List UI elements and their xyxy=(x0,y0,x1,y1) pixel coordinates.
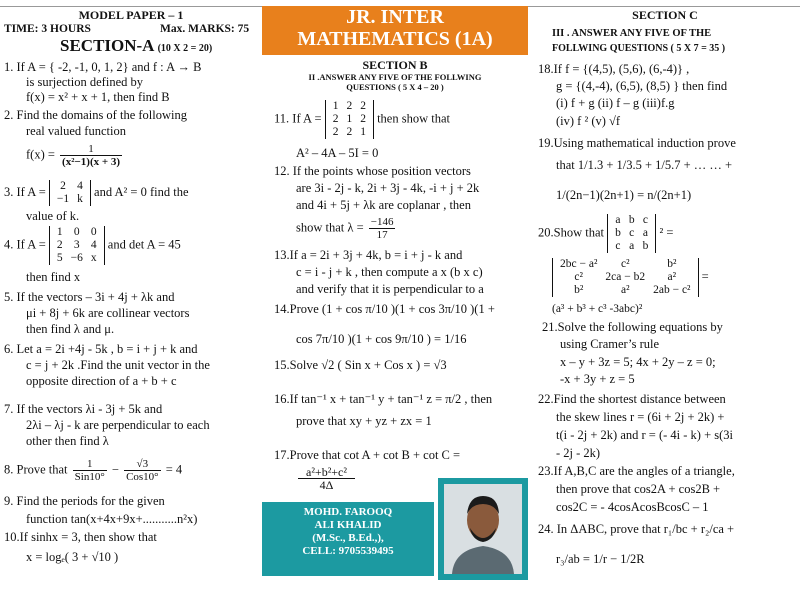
q2-num: 1 xyxy=(60,143,122,156)
q4-matrix-cell: x xyxy=(90,252,97,264)
q3-matrix-cell: k xyxy=(77,193,83,205)
q3-matrix-cell: −1 xyxy=(56,193,70,205)
q20-pre: 20.Show that xyxy=(538,225,604,240)
q9-line2: function tan(x+4x+9x+...........n²x) xyxy=(26,512,198,526)
q12-line2: are 3i - 2j - k, 2i + 3j - 4k, -i + j + 2k xyxy=(296,181,480,195)
q20-matrix2-cell: 2ca − b2 xyxy=(605,271,646,283)
q18-line3: (i) f + g (ii) f – g (iii)f.g xyxy=(556,96,675,110)
q20-matrix-cell: b xyxy=(628,214,635,226)
q17-line2 xyxy=(296,466,357,491)
author-qualification: (M.Sc., B.Ed.,), xyxy=(312,532,384,544)
q6-line1: 6. Let a = 2i +4j - 5k , b = i + j + k and xyxy=(4,342,198,356)
q17-line1: 17.Prove that cot A + cot B + cot C = xyxy=(274,448,461,462)
q4-line2: then find x xyxy=(26,270,81,284)
title-banner xyxy=(262,6,528,55)
q20-post: = xyxy=(701,269,709,284)
q20-matrix2-cell: 2ab − c² xyxy=(653,284,691,296)
q11-pre: 11. If A = xyxy=(274,111,322,126)
q11-matrix-cell: 2 xyxy=(360,113,366,125)
q20-matrix-cell: a xyxy=(615,214,621,226)
q8-f1n: 1 xyxy=(73,458,107,471)
q20-matrix-cell: a xyxy=(642,227,649,239)
q20-line2 xyxy=(552,258,709,297)
q11-matrix-cell: 2 xyxy=(332,113,339,125)
q12-pre: show that λ = xyxy=(296,220,364,235)
q17-num: a²+b²+c² xyxy=(298,466,355,479)
q13-line3: and verify that it is perpendicular to a xyxy=(296,282,484,296)
q20-matrix2-cell: b² xyxy=(574,284,584,296)
q3-matrix xyxy=(49,180,91,206)
q3-matrix-cell: 2 xyxy=(60,180,66,192)
q20-matrix-cell: b xyxy=(642,240,649,252)
q20-matrix xyxy=(607,214,656,253)
q4-matrix-cell: 0 xyxy=(73,226,80,238)
q22-line4: - 2j - 2k) xyxy=(556,446,601,460)
q22-line2: the skew lines r = (6i + 2j + 2k) + xyxy=(556,410,725,424)
q14-line2: cos 7π/10 )(1 + cos 9π/10 ) = 1/16 xyxy=(296,332,467,346)
q4-post: and det A = 45 xyxy=(107,237,181,252)
q20-matrix-cell: c xyxy=(642,214,649,226)
paper-title: MODEL PAPER – 1 xyxy=(78,8,184,22)
q11-matrix-cell: 2 xyxy=(360,100,366,112)
q4-pre: 4. If A = xyxy=(4,237,46,252)
author-phone: CELL: 9705539495 xyxy=(302,545,394,557)
q5-line1: 5. If the vectors – 3i + 4j + λk and xyxy=(4,290,175,304)
q3-matrix-cell: 4 xyxy=(77,180,83,192)
q19-line3: 1/(2n−1)(2n+1) = n/(2n+1) xyxy=(556,188,692,202)
q4-matrix-cell: 1 xyxy=(56,226,63,238)
q2-fx: f(x) = xyxy=(26,147,55,162)
q4-matrix-cell: −6 xyxy=(70,252,83,264)
q20-line3: (a³ + b³ + c³ -3abc)² xyxy=(552,303,643,315)
q20-sup: ² = xyxy=(659,225,674,240)
q16-line2: prove that xy + yz + zx = 1 xyxy=(296,414,432,428)
q18-line4: (iv) f ² (v) √f xyxy=(556,114,621,128)
q11-line1 xyxy=(274,100,450,139)
q19-line2: that 1/1.3 + 1/3.5 + 1/5.7 + … … + xyxy=(556,158,733,172)
q24-line2: r₃/ab = 1/r − 1/2R xyxy=(556,552,645,566)
q23-line2: then prove that cos2A + cos2B + xyxy=(556,482,721,496)
q10-line1: 10.If sinhx = 3, then show that xyxy=(4,530,157,544)
author-portrait xyxy=(444,484,522,574)
q2-line1: 2. Find the domains of the following xyxy=(4,108,187,122)
time-label: TIME: 3 HOURS xyxy=(4,23,91,35)
q11-line2: A² – 4A – 5I = 0 xyxy=(296,146,379,160)
q4-matrix-cell: 2 xyxy=(56,239,63,251)
q8-f2n: √3 xyxy=(124,458,161,471)
q11-matrix-cell: 2 xyxy=(346,100,353,112)
q20-matrix2-cell: 2bc − a² xyxy=(560,258,598,270)
q2-formula xyxy=(26,143,124,168)
q11-matrix-cell: 1 xyxy=(346,113,353,125)
q3-post: and A² = 0 find the xyxy=(94,184,189,199)
q19-line1: 19.Using mathematical induction prove xyxy=(538,136,736,150)
section-c-note2: FOLLWING QUESTIONS ( 5 X 7 = 35 ) xyxy=(552,43,726,54)
author-name2: ALI KHALID xyxy=(314,519,382,531)
q8-f1d: Sin10° xyxy=(74,471,105,483)
q17-den: 4Δ xyxy=(319,478,334,492)
q3-line2: value of k. xyxy=(26,209,80,223)
q20-matrix2-cell: b² xyxy=(667,258,677,270)
author-contact-box xyxy=(262,502,434,576)
q4-matrix xyxy=(49,226,105,265)
section-a-header xyxy=(60,38,212,56)
q8-minus: − xyxy=(111,462,119,477)
q18-line2: g = {(4,-4), (6,5), (8,5) } then find xyxy=(556,79,728,93)
q20-matrix2 xyxy=(552,258,699,297)
q2-fraction xyxy=(60,143,122,168)
section-b-title: SECTION B xyxy=(362,58,428,72)
q4-matrix-cell: 3 xyxy=(73,239,80,251)
q7-line2: 2λi – λj - k are perpendicular to each xyxy=(26,418,210,432)
q23-line3: cos2C = - 4cosAcosBcosC – 1 xyxy=(556,500,709,514)
q20-matrix2-cell: c² xyxy=(620,258,630,270)
q11-matrix-cell: 2 xyxy=(332,126,339,138)
q3-line1 xyxy=(4,180,189,206)
q20-matrix-cell: c xyxy=(615,240,621,252)
q20-matrix2-cell: a² xyxy=(667,271,677,283)
q11-matrix xyxy=(325,100,374,139)
q10-line2: x = logₑ( 3 + √10 ) xyxy=(26,550,119,564)
q7-line1: 7. If the vectors λi - 3j + 5k and xyxy=(4,402,163,416)
q4-matrix-cell: 5 xyxy=(56,252,63,264)
banner-line2: MATHEMATICS (1A) xyxy=(297,28,493,50)
q1-line1: 1. If A = { -2, -1, 0, 1, 2} and f : A → B xyxy=(4,60,202,74)
section-a-title: SECTION-A xyxy=(60,36,155,55)
q8-pre: 8. Prove that xyxy=(4,462,68,477)
q1-line2: is surjection defined by xyxy=(26,75,143,89)
q14-line1: 14.Prove (1 + cos π/10 )(1 + cos 3π/10 )(1 + xyxy=(274,302,495,316)
section-a-note: (10 X 2 = 20) xyxy=(157,43,213,54)
q4-matrix-cell: 0 xyxy=(90,226,97,238)
q2-den: (x²−1)(x + 3) xyxy=(62,156,121,168)
q5-line2: μi + 8j + 6k are collinear vectors xyxy=(26,306,190,320)
q6-line2: c = j + 2k .Find the unit vector in the xyxy=(26,358,210,372)
q9-line1: 9. Find the periods for the given xyxy=(4,494,165,508)
q4-line1 xyxy=(4,226,181,265)
q6-line3: opposite direction of a + b + c xyxy=(26,374,177,388)
q20-matrix-cell: a xyxy=(629,240,635,252)
author-name: MOHD. FAROOQ xyxy=(303,506,393,518)
marks-label: Max. MARKS: 75 xyxy=(160,23,250,35)
q22-line1: 22.Find the shortest distance between xyxy=(538,392,726,406)
q3-pre: 3. If A = xyxy=(4,184,46,199)
q11-matrix-cell: 1 xyxy=(332,100,339,112)
q12-line4 xyxy=(296,216,397,241)
q12-den: 17 xyxy=(376,229,388,241)
q18-line1: 18.If f = {(4,5), (5,6), (6,-4)} , xyxy=(538,62,690,76)
q8-frac1 xyxy=(73,458,107,483)
q7-line3: other then find λ xyxy=(26,434,109,448)
q20-line1 xyxy=(538,214,673,253)
q13-line2: c = i - j + k , then compute a x (b x c) xyxy=(296,265,483,279)
q20-matrix-cell: c xyxy=(629,227,635,239)
q22-line3: t(i - 2j + 2k) and r = (- 4i - k) + s(3i xyxy=(556,428,734,442)
q24-line1: 24. In ΔABC, prove that r₁/bc + r₂/ca + xyxy=(538,522,735,536)
q20-matrix2-cell: c² xyxy=(574,271,583,283)
q15-line: 15.Solve √2 ( Sin x + Cos x ) = √3 xyxy=(274,358,447,372)
q8-frac2 xyxy=(124,458,161,483)
q16-line1: 16.If tan⁻¹ x + tan⁻¹ y + tan⁻¹ z = π/2 , then xyxy=(274,392,493,406)
author-photo xyxy=(438,478,528,580)
q11-matrix-cell: 2 xyxy=(346,126,353,138)
q1-line3: f(x) = x² + x + 1, then find B xyxy=(26,90,170,104)
banner-line1: JR. INTER xyxy=(346,6,444,28)
q21-line4: -x + 3y + z = 5 xyxy=(560,372,635,386)
q13-line1: 13.If a = 2i + 3j + 4k, b = i + j - k and xyxy=(274,248,463,262)
section-c-title: SECTION C xyxy=(632,8,698,22)
section-c-note1: III . ANSWER ANY FIVE OF THE xyxy=(552,28,712,39)
q23-line1: 23.If A,B,C are the angles of a triangle, xyxy=(538,464,735,478)
section-b-note1: II .ANSWER ANY FIVE OF THE FOLLWING xyxy=(308,72,482,82)
q12-line1: 12. If the points whose position vectors xyxy=(274,164,471,178)
q11-post: then show that xyxy=(377,111,450,126)
q8-f2d: Cos10° xyxy=(126,471,159,483)
q4-matrix-cell: 4 xyxy=(90,239,97,251)
q11-matrix-cell: 1 xyxy=(360,126,366,138)
q5-line3: then find λ and μ. xyxy=(26,322,115,336)
q20-matrix-cell: b xyxy=(615,227,621,239)
q12-line3: and 4i + 5j + λk are coplanar , then xyxy=(296,198,471,212)
section-b-note2: QUESTIONS ( 5 X 4 – 20 ) xyxy=(346,82,444,92)
q21-line2: using Cramer’s rule xyxy=(560,337,660,351)
q8-post: = 4 xyxy=(165,462,183,477)
q12-num: −146 xyxy=(370,216,394,228)
q17-frac xyxy=(298,466,355,491)
q8-line xyxy=(4,458,182,483)
q21-line3: x – y + 3z = 5; 4x + 2y – z = 0; xyxy=(560,355,716,369)
q2-line2: real valued function xyxy=(26,124,126,138)
q21-line1: 21.Solve the following equations by xyxy=(542,320,723,334)
q12-frac xyxy=(369,216,396,241)
q20-matrix2-cell: a² xyxy=(620,284,630,296)
